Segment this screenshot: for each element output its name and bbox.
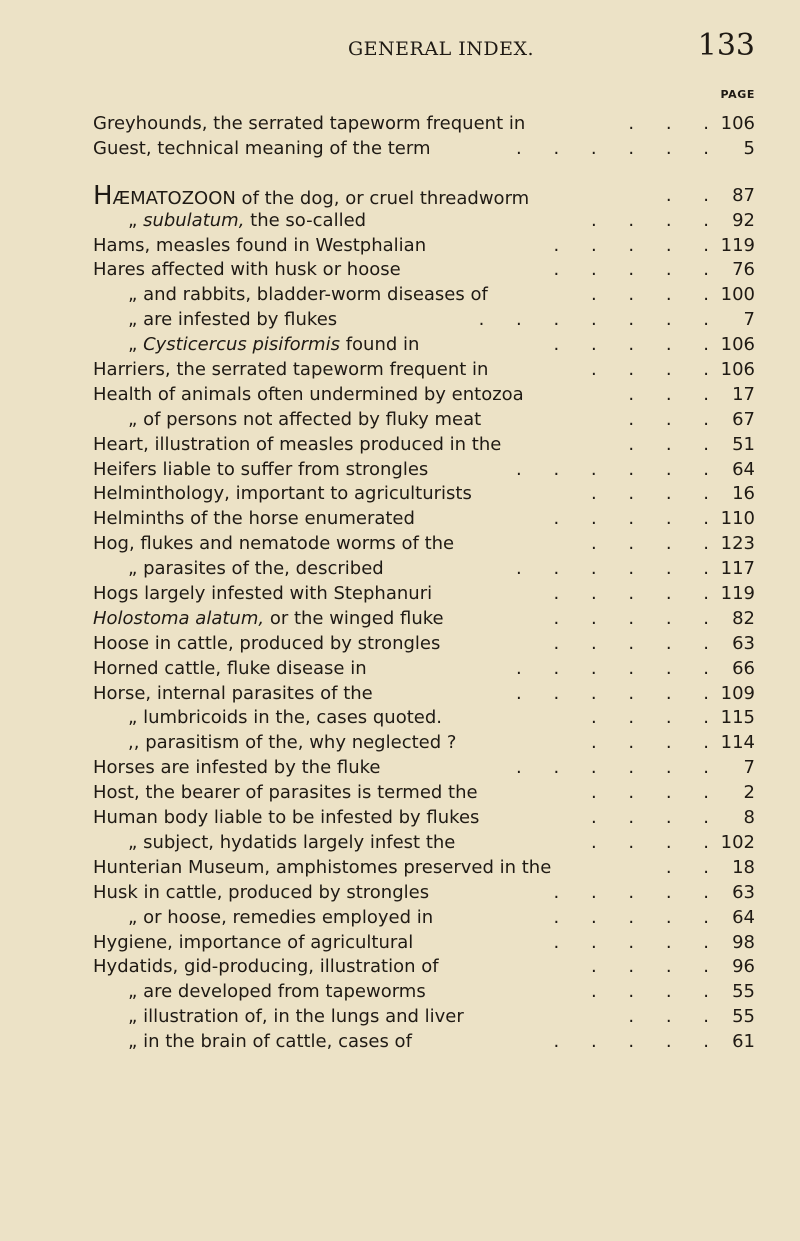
entry-main-text: Horse, internal parasites of the <box>93 682 373 704</box>
entry-main-text: Greyhounds, the serrated tapeworm frequent in <box>93 113 526 134</box>
ditto-mark: ,, <box>128 732 140 754</box>
leader-dots: . . . <box>628 408 722 430</box>
index-entry <box>0 931 800 956</box>
leader-dots: . . . . . <box>553 583 722 605</box>
entry-page-number: 64 <box>732 906 755 928</box>
entry-main-text: Helminthology, important to agriculturists <box>93 483 472 505</box>
entry-text <box>128 408 481 432</box>
entry-main-text: Guest, technical meaning of the term <box>93 137 431 159</box>
index-entry <box>0 582 800 607</box>
entry-page-number: 17 <box>732 383 755 405</box>
entry-text <box>93 234 426 258</box>
leader-dots: . . . . <box>590 707 722 729</box>
leader-dots: . . . . . <box>553 508 722 530</box>
leader-dots: . . . . . <box>553 632 722 654</box>
entry-page-number: 102 <box>720 831 755 853</box>
entry-page-number: 18 <box>732 856 755 878</box>
index-entry <box>0 831 800 856</box>
index-entry <box>0 532 800 557</box>
entry-main-text: are developed from tapeworms <box>143 981 426 1003</box>
leader-dots: . . . . . . <box>516 682 722 704</box>
entry-text <box>93 358 488 382</box>
index-entry <box>0 881 800 906</box>
entry-page-number: 117 <box>720 558 755 580</box>
ditto-mark: „ <box>128 284 138 306</box>
entry-text <box>128 209 366 233</box>
leader-dots: . . . . . <box>553 881 722 903</box>
entry-page-number: 8 <box>743 807 755 829</box>
entry-text <box>93 682 373 706</box>
entry-text <box>93 458 428 482</box>
leader-dots: . . . . <box>590 359 722 381</box>
entry-main-text: Hams, measles found in Westphalian <box>93 234 427 256</box>
leader-dots: . . . <box>628 1006 722 1028</box>
page-number: 133 <box>697 28 755 63</box>
ditto-mark: „ <box>128 334 138 356</box>
entry-main-text: Human body liable to be infested by flukes <box>93 807 480 829</box>
entry-text <box>128 1030 412 1054</box>
entry-main-text: subject, hydatids largely infest the <box>143 831 456 853</box>
entry-page-number: 109 <box>720 682 755 704</box>
entry-text <box>93 881 429 905</box>
leader-dots: . . . . . <box>553 607 722 629</box>
leader-dots: . . . . <box>590 831 722 853</box>
leader-dots: . . . . <box>590 483 722 505</box>
index-entry <box>0 657 800 682</box>
entry-main-text: in the brain of cattle, cases of <box>143 1031 412 1053</box>
leader-dots: . . . . . . <box>516 137 722 159</box>
entry-text <box>128 283 488 307</box>
index-entry <box>0 756 800 781</box>
leader-dots: . . . . . <box>553 234 722 256</box>
entry-text <box>93 383 524 407</box>
entry-page-number: 76 <box>732 259 755 281</box>
leader-dots: . . . . . <box>553 334 722 356</box>
index-entries <box>0 112 800 1055</box>
entry-page-number: 119 <box>720 583 755 605</box>
index-entry <box>0 955 800 980</box>
entry-page-number: 2 <box>743 782 755 804</box>
leader-dots: . . . . . . . <box>478 309 722 331</box>
entry-main-text: found in <box>339 334 420 356</box>
entry-text <box>93 112 525 136</box>
entry-text <box>128 906 433 930</box>
index-entry <box>0 980 800 1005</box>
index-entry <box>0 408 800 433</box>
entry-page-number: 106 <box>720 334 755 356</box>
entry-main-text: Hares affected with husk or hoose <box>93 259 401 281</box>
entry-text <box>128 731 456 755</box>
entry-italic: subulatum, <box>143 209 245 231</box>
entry-text <box>93 433 501 457</box>
leader-dots: . . . . . <box>553 931 722 953</box>
entry-italic-lead: Holostoma alatum, <box>93 607 265 629</box>
index-entry <box>0 806 800 831</box>
index-entry <box>0 1030 800 1055</box>
entry-page-number: 61 <box>732 1031 755 1053</box>
entry-page-number: 63 <box>732 632 755 654</box>
index-entry <box>0 308 800 333</box>
ditto-mark: „ <box>128 906 138 928</box>
entry-text <box>128 333 419 357</box>
entry-text <box>93 532 454 556</box>
entry-initial: H <box>93 180 113 211</box>
ditto-mark: „ <box>128 707 138 729</box>
ditto-mark: „ <box>128 558 138 580</box>
entry-main-text: Heifers liable to suffer from strongles <box>93 458 429 480</box>
entry-text <box>93 955 439 979</box>
index-entry <box>0 283 800 308</box>
entry-text <box>93 632 440 656</box>
entry-page-number: 96 <box>732 956 755 978</box>
index-entry <box>0 234 800 259</box>
leader-dots: . . . <box>628 433 722 455</box>
entry-page-number: 114 <box>720 732 755 754</box>
leader-dots: . . . . . <box>553 259 722 281</box>
entry-main-text: Hydatids, gid-producing, illustration of <box>93 956 439 978</box>
entry-main-text: Horned cattle, fluke disease in <box>93 657 367 679</box>
entry-main-text: Hogs largely infested with Stephanuri <box>93 583 433 605</box>
entry-main-text: and rabbits, bladder-worm diseases of <box>143 284 488 306</box>
ditto-mark: „ <box>128 309 138 331</box>
leader-dots: . . . . <box>590 533 722 555</box>
entry-main-text: Husk in cattle, produced by strongles <box>93 881 430 903</box>
entry-page-number: 67 <box>732 408 755 430</box>
entry-main-text: or hoose, remedies employed in <box>143 906 434 928</box>
entry-page-number: 66 <box>732 657 755 679</box>
index-entry <box>0 731 800 756</box>
entry-text <box>93 258 401 282</box>
index-entry <box>0 607 800 632</box>
index-entry <box>0 781 800 806</box>
entry-page-number: 87 <box>732 184 755 206</box>
leader-dots: . . <box>665 856 722 878</box>
entry-text <box>128 831 455 855</box>
entry-main-text: Harriers, the serrated tapeworm frequent in <box>93 359 489 381</box>
leader-dots: . . . . <box>590 956 722 978</box>
index-entry <box>0 706 800 731</box>
entry-text <box>128 308 337 332</box>
entry-text <box>93 856 551 880</box>
leader-dots: . . . . . <box>553 906 722 928</box>
entry-text <box>128 1005 464 1029</box>
entry-page-number: 16 <box>732 483 755 505</box>
index-entry <box>0 557 800 582</box>
entry-main-text: are infested by flukes <box>143 309 338 331</box>
entry-page-number: 106 <box>720 113 755 134</box>
entry-page-number: 110 <box>720 508 755 530</box>
entry-page-number: 119 <box>720 234 755 256</box>
entry-page-number: 100 <box>720 284 755 306</box>
index-entry <box>0 856 800 881</box>
ditto-mark: „ <box>128 408 138 430</box>
entry-main-text: Health of animals often undermined by entozoa <box>93 383 524 405</box>
index-entry <box>0 507 800 532</box>
entry-main-text: ÆMATOZOON of the dog, or cruel threadworm <box>112 187 530 209</box>
index-entry <box>0 112 800 137</box>
entry-italic: Cysticercus pisiformis <box>143 334 340 356</box>
entry-text <box>93 507 415 531</box>
leader-dots: . . . . . . <box>516 558 722 580</box>
entry-main-text: Heart, illustration of measles produced in the <box>93 433 502 455</box>
entry-text <box>93 806 479 830</box>
page-column-label: PAGE <box>720 88 755 101</box>
entry-page-number: 106 <box>720 359 755 381</box>
leader-dots: . . . <box>628 383 722 405</box>
entry-main-text: Hog, flukes and nematode worms of the <box>93 533 455 555</box>
entry-main-text: the so-called <box>244 209 367 231</box>
running-title: GENERAL INDEX. <box>348 38 535 60</box>
index-entry <box>0 358 800 383</box>
index-entry <box>0 333 800 358</box>
leader-dots: . . . . <box>590 782 722 804</box>
entry-main-text: parasitism of the, why neglected ? <box>145 732 457 754</box>
entry-page-number: 123 <box>720 533 755 555</box>
entry-page-number: 51 <box>732 433 755 455</box>
entry-main-text: Hygiene, importance of agricultural <box>93 931 414 953</box>
leader-dots: . . . . <box>590 209 722 231</box>
entry-text <box>93 607 444 631</box>
entry-text <box>128 980 426 1004</box>
leader-dots: . . . . . . <box>516 458 722 480</box>
leader-dots: . . . . . <box>553 1031 722 1053</box>
entry-page-number: 55 <box>732 981 755 1003</box>
leader-dots: . . . . <box>590 732 722 754</box>
entry-page-number: 55 <box>732 1006 755 1028</box>
entry-main-text: or the winged fluke <box>264 607 444 629</box>
ditto-mark: „ <box>128 209 138 231</box>
running-head <box>0 28 800 68</box>
index-entry <box>0 433 800 458</box>
ditto-mark: „ <box>128 1031 138 1053</box>
index-entry <box>0 137 800 162</box>
index-entry <box>0 258 800 283</box>
index-entry <box>0 632 800 657</box>
entry-text <box>93 582 432 606</box>
leader-dots: . . <box>665 184 722 206</box>
leader-dots: . . . . <box>590 807 722 829</box>
entry-text <box>93 657 367 681</box>
section-gap <box>0 162 800 184</box>
leader-dots: . . . . . . <box>516 657 722 679</box>
entry-page-number: 5 <box>743 137 755 159</box>
index-entry <box>0 1005 800 1030</box>
entry-text <box>128 706 442 730</box>
index-entry <box>0 458 800 483</box>
entry-main-text: Helminths of the horse enumerated <box>93 508 415 530</box>
index-entry <box>0 482 800 507</box>
entry-page-number: 115 <box>720 707 755 729</box>
entry-main-text: Horses are infested by the fluke <box>93 757 381 779</box>
entry-text <box>93 781 478 805</box>
index-entry <box>0 209 800 234</box>
entry-text <box>93 137 431 161</box>
index-entry <box>0 180 800 211</box>
entry-main-text: parasites of the, described <box>143 558 384 580</box>
entry-text <box>93 931 413 955</box>
leader-dots: . . . . . . <box>516 757 722 779</box>
entry-text <box>93 180 530 211</box>
entry-text <box>93 756 380 780</box>
entry-page-number: 82 <box>732 607 755 629</box>
ditto-mark: „ <box>128 1006 138 1028</box>
leader-dots: . . . . <box>590 981 722 1003</box>
entry-text <box>93 482 472 506</box>
entry-main-text: lumbricoids in the, cases quoted. <box>143 707 442 729</box>
entry-text <box>128 557 384 581</box>
index-entry <box>0 682 800 707</box>
index-entry <box>0 383 800 408</box>
entry-main-text: Hunterian Museum, amphistomes preserved in the <box>93 856 552 878</box>
entry-page-number: 7 <box>743 309 755 331</box>
entry-page-number: 98 <box>732 931 755 953</box>
entry-page-number: 92 <box>732 209 755 231</box>
ditto-mark: „ <box>128 831 138 853</box>
ditto-mark: „ <box>128 981 138 1003</box>
entry-page-number: 63 <box>732 881 755 903</box>
leader-dots: . . . <box>628 113 722 134</box>
entry-main-text: Hoose in cattle, produced by strongles <box>93 632 441 654</box>
entry-main-text: illustration of, in the lungs and liver <box>143 1006 464 1028</box>
entry-main-text: of persons not affected by fluky meat <box>143 408 482 430</box>
entry-main-text: Host, the bearer of parasites is termed the <box>93 782 478 804</box>
entry-page-number: 64 <box>732 458 755 480</box>
leader-dots: . . . . <box>590 284 722 306</box>
entry-page-number: 7 <box>743 757 755 779</box>
index-entry <box>0 906 800 931</box>
